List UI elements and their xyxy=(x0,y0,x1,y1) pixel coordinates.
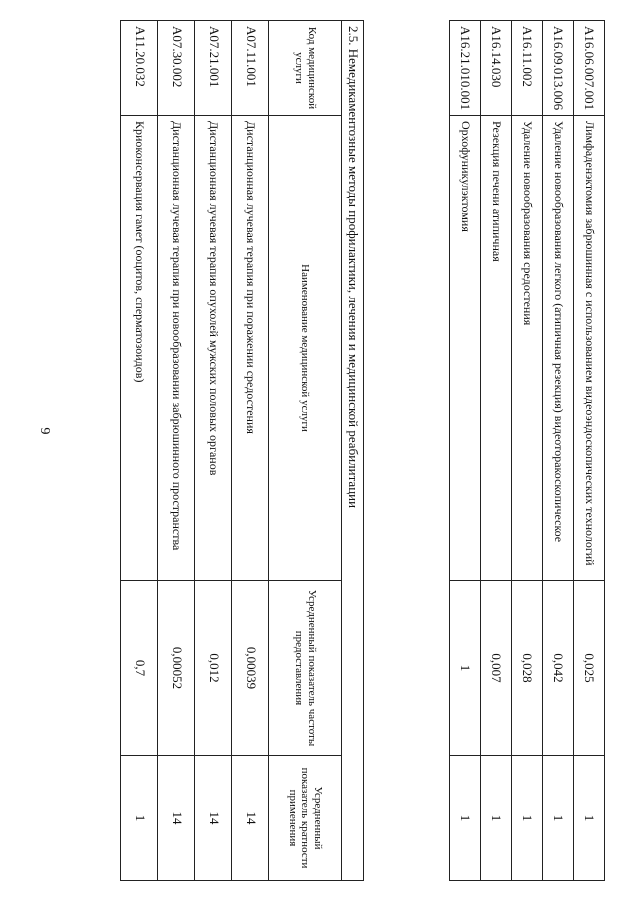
page-number: 6 xyxy=(39,427,54,435)
service-code: A11.20.032 xyxy=(121,21,158,116)
header-name: Наименование медицинской услуги xyxy=(269,116,342,581)
table-row xyxy=(195,21,232,881)
multiplicity-value: 14 xyxy=(195,756,232,881)
header-frequency: Усредненный показатель частоты предоставления xyxy=(269,581,342,756)
table-row xyxy=(232,21,269,881)
frequency-value: 0,028 xyxy=(512,581,543,756)
multiplicity-value: 1 xyxy=(512,756,543,881)
table-row xyxy=(574,21,605,881)
service-name: Удаление новообразования легкого (атипичная резекция) видеоторакоскопическое xyxy=(543,116,574,581)
service-code: A16.09.013.006 xyxy=(543,21,574,116)
multiplicity-value: 14 xyxy=(232,756,269,881)
frequency-value: 0,007 xyxy=(481,581,512,756)
frequency-value: 0,012 xyxy=(195,581,232,756)
service-name: Дистанционная лучевая терапия при поражении средостения xyxy=(232,116,269,581)
table-header-row xyxy=(269,21,342,881)
frequency-value: 0,7 xyxy=(121,581,158,756)
service-name: Криоконсервация гамет (ооцитов, сперматозоидов) xyxy=(121,116,158,581)
table-row xyxy=(543,21,574,881)
frequency-value: 0,00039 xyxy=(232,581,269,756)
service-name: Дистанционная лучевая терапия при новообразовании забрюшинного пространства xyxy=(158,116,195,581)
header-multiplicity: Усредненный показатель кратности применения xyxy=(269,756,342,881)
service-code: A16.14.030 xyxy=(481,21,512,116)
table-row xyxy=(450,21,481,881)
header-code: Код медицинской услуги xyxy=(269,21,342,116)
multiplicity-value: 1 xyxy=(450,756,481,881)
service-code: A07.30.002 xyxy=(158,21,195,116)
services-table-continued xyxy=(449,20,605,881)
service-code: A16.11.002 xyxy=(512,21,543,116)
table-row xyxy=(158,21,195,881)
multiplicity-value: 1 xyxy=(481,756,512,881)
service-code: A16.06.007.001 xyxy=(574,21,605,116)
service-code: A07.21.001 xyxy=(195,21,232,116)
frequency-value: 0,042 xyxy=(543,581,574,756)
service-name: Удаление новообразования средостения xyxy=(512,116,543,581)
frequency-value: 0,00052 xyxy=(158,581,195,756)
section-title: 2.5. Немедикаментозные методы профилактики, лечения и медицинской реабилитации xyxy=(342,21,364,881)
service-code: A16.21.010.001 xyxy=(450,21,481,116)
service-name: Орхофуникулэктомия xyxy=(450,116,481,581)
table-row xyxy=(481,21,512,881)
rotated-document-content xyxy=(40,20,605,880)
table-row xyxy=(512,21,543,881)
multiplicity-value: 14 xyxy=(158,756,195,881)
table-row xyxy=(121,21,158,881)
frequency-value: 1 xyxy=(450,581,481,756)
section-2-5-table xyxy=(120,20,364,881)
service-name: Лимфаденэктомия забрюшинная с использованием видеоэндоскопических технологий xyxy=(574,116,605,581)
multiplicity-value: 1 xyxy=(543,756,574,881)
frequency-value: 0,025 xyxy=(574,581,605,756)
service-name: Дистанционная лучевая терапия опухолей мужских половых органов xyxy=(195,116,232,581)
multiplicity-value: 1 xyxy=(574,756,605,881)
service-name: Резекция печени атипичная xyxy=(481,116,512,581)
multiplicity-value: 1 xyxy=(121,756,158,881)
service-code: A07.11.001 xyxy=(232,21,269,116)
